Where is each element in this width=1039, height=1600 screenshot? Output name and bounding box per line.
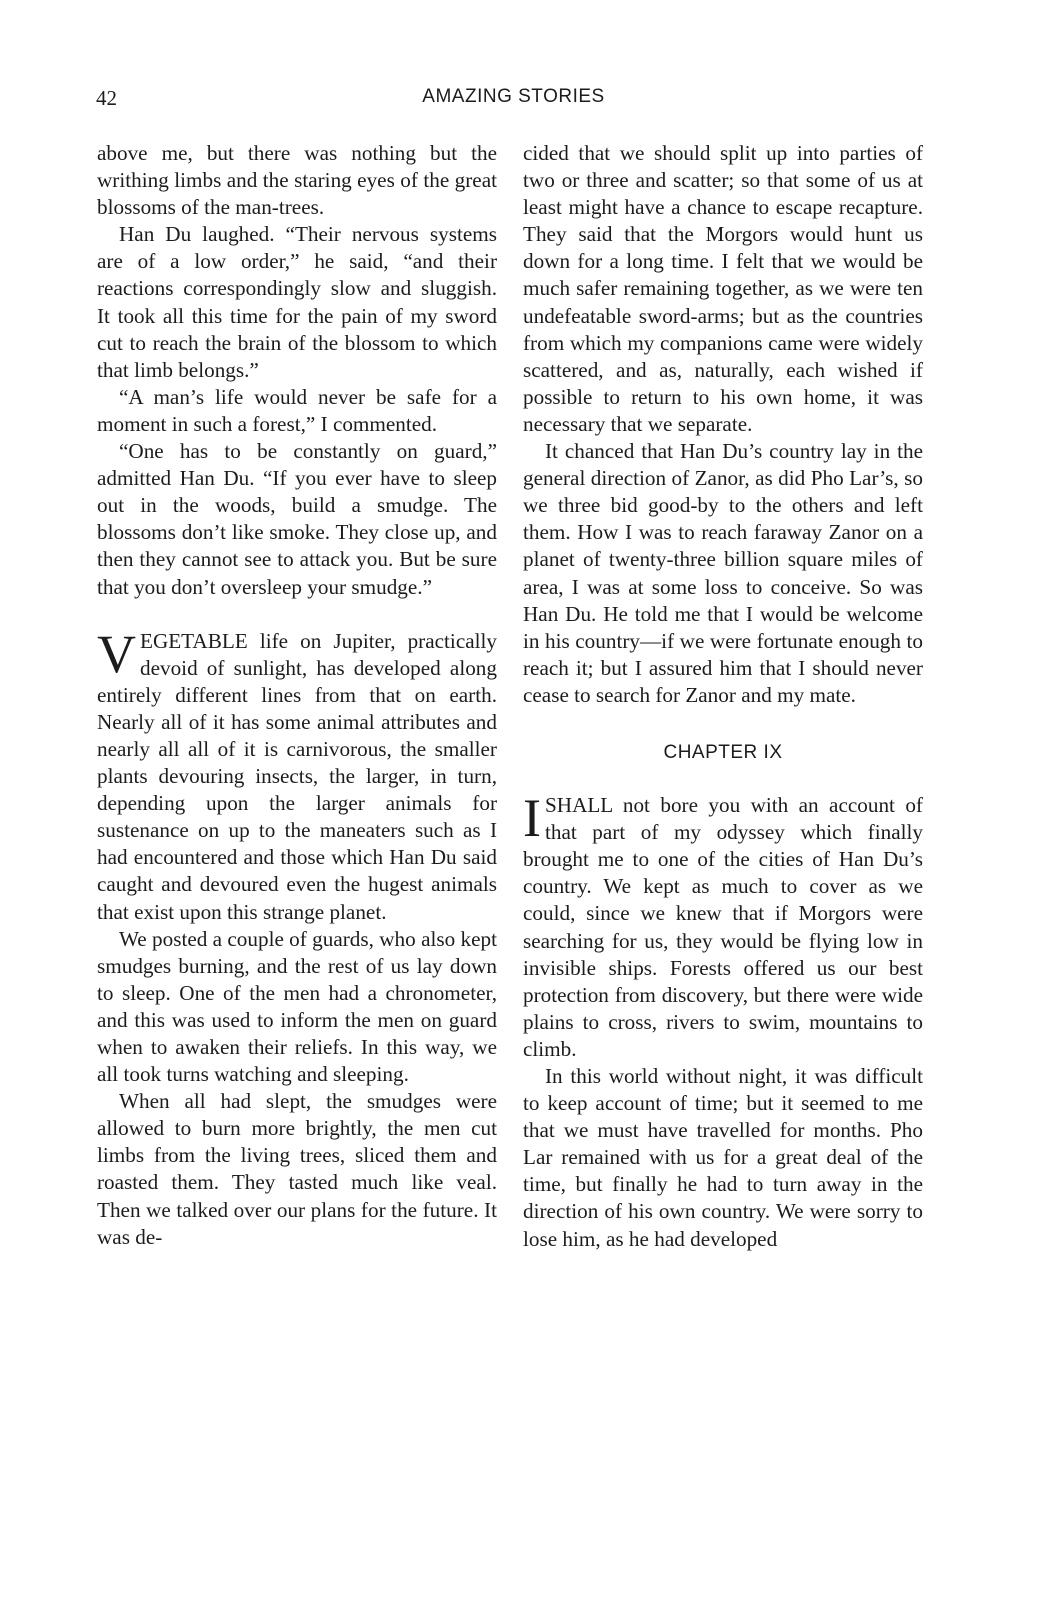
section-break [97,601,497,628]
paragraph: It chanced that Han Du’s country lay in the general direction of Zanor, as did Pho Lar’s, so we three bid good-by to the others and left them. How I was to reach faraway Zanor on a planet of twenty-three billion square miles of area, I was at some loss to conceive. So was Han Du. He told me that I would be welcome in his country—if we were fortunate enough to reach it; but I assured him that I should never cease to search for Zanor and my mate. [523,439,923,707]
right-column [523,140,923,1253]
left-column [97,140,497,1251]
paragraph: above me, but there was nothing but the writhing limbs and the staring eyes of the great blossoms of the man-trees. [97,141,497,220]
page-number: 42 [96,86,117,110]
paragraph-text: SHALL not bore you with an account of that part of my odyssey which finally brought me to one of the cities of Han Du’s country. We kept as much to cover as we could, since we knew that if Morgors were searching for us, they would be flying low in invisible ships. Forests offered us our best protection from discovery, but there were wide plains to cross, rivers to swim, mountains to climb. [523,793,923,1061]
paragraph: In this world without night, it was difficult to keep account of time; but it seemed to me that we must have travelled for months. Pho Lar remained with us for a great deal of the time, but finally he had to turn away in the direction of his own country. We were sorry to lose him, as he had developed [523,1064,923,1251]
drop-cap: I [523,788,541,849]
paragraph-text: EGETABLE life on Jupiter, practically devoid of sunlight, has developed along entirely different lines from that on earth. Nearly all of it has some animal attributes and nearly all all of it is carnivorous, the smaller plants devouring insects, the larger, in turn, depending upon the larger animals for sustenance on up to the maneaters such as I had encountered and those which Han Du said caught and devoured even the hugest animals that exist upon this strange planet. [97,628,497,924]
paragraph: Han Du laughed. “Their nervous systems are of a low order,” he said, “and their reactions correspondingly slow and sluggish. It took all this time for the pain of my sword cut to reach the brain of the blossom to which that limb belongs.” [97,222,497,382]
paragraph: “One has to be constantly on guard,” admitted Han Du. “If you ever have to sleep out in the woods, build a smudge. The blossoms don’t like smoke. They close up, and then they cannot see to attack you. But be sure that you don’t oversleep your smudge.” [97,439,497,599]
paragraph-with-drop-cap [97,623,497,926]
running-title: AMAZING STORIES [422,86,605,107]
paragraph: When all had slept, the smudges were allowed to burn more brightly, the men cut limbs from the living trees, sliced them and roasted them. They tasted much like veal. Then we talked over our plans for the future. It was de- [97,1089,497,1249]
paragraph: We posted a couple of guards, who also kept smudges burning, and the rest of us lay down to sleep. One of the men had a chronometer, and this was used to inform the men on guard when to awaken their reliefs. In this way, we all took turns watching and sleeping. [97,926,497,1087]
paragraph: cided that we should split up into parties of two or three and scatter; so that some of us at least might have a chance to escape recapture. They said that the Morgors would hunt us down for a long time. I felt that we would be much safer remaining together, as we were ten undefeatable sword-arms; but as the countries from which my companions came were widely scattered, and as, naturally, each wished if possible to return to his own home, it was necessary that we separate. [523,141,923,436]
chapter-heading: CHAPTER IX [663,741,783,763]
paragraph-with-drop-cap [523,788,923,1063]
drop-cap: V [97,623,136,684]
paragraph: “A man’s life would never be safe for a moment in such a forest,” I commented. [97,384,497,436]
page-header [96,86,931,120]
